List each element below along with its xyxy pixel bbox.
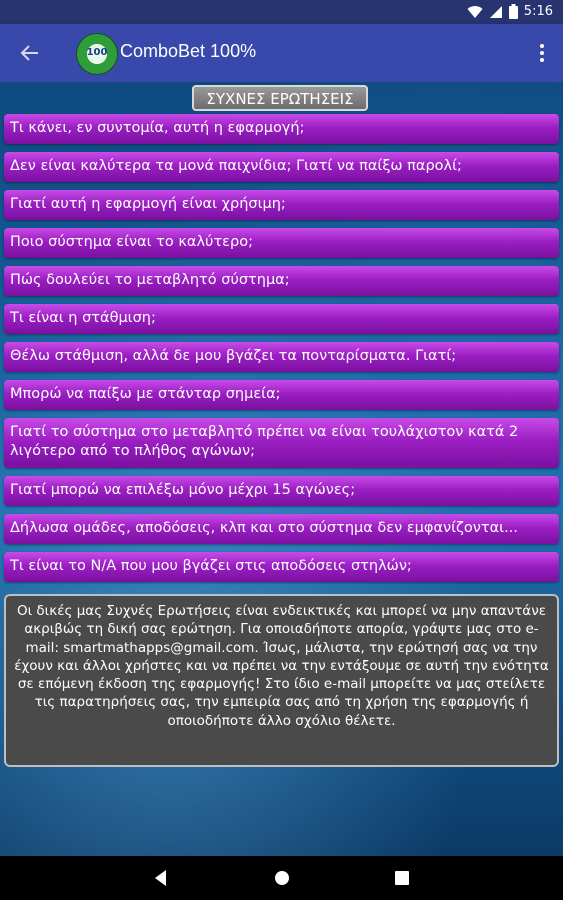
page-title: ΣΥΧΝΕΣ ΕΡΩΤΗΣΕΙΣ bbox=[192, 85, 368, 111]
faq-item-11[interactable]: Δήλωσα ομάδες, αποδόσεις, κλπ και στο σύστημα δεν εμφανίζονται... bbox=[4, 514, 559, 544]
faq-item-12[interactable]: Τι είναι το N/A που μου βγάζει στις αποδόσεις στηλών; bbox=[4, 552, 559, 582]
faq-item-2[interactable]: Δεν είναι καλύτερα τα μονά παιχνίδια; Γιατί να παίξω παρολί; bbox=[4, 152, 559, 182]
faq-item-7[interactable]: Θέλω στάθμιση, αλλά δε μου βγάζει τα πονταρίσματα. Γιατί; bbox=[4, 342, 559, 372]
app-bar bbox=[0, 24, 563, 82]
nav-home-button[interactable] bbox=[272, 868, 292, 888]
faq-screen bbox=[0, 82, 563, 856]
info-note: Οι δικές μας Συχνές Ερωτήσεις είναι ενδεικτικές και μπορεί να μην απαντάνε ακριβώς τη δική σας ερώτηση. Για οποιαδήποτε απορία, γράψτε μας στο e-mail: smartmathapps@gmail.com. Ίσως, μάλιστα, την ερώτησή σας να την έχουν και άλλοι χρήστες και να πρέπει να την εντάξουμε σε αυτή την ενότητα σε επόμενη έκδοση της εφαρμογής! Στο ίδιο e-mail μπορείτε να μας στείλετε τις παρατηρήσεις σας, την εμπειρία σας από τη χρήση της εφαρμογής ή οποιοδήποτε άλλο σχόλιο θέλετε. bbox=[4, 594, 559, 767]
arrow-left-icon bbox=[19, 44, 39, 62]
wifi-icon bbox=[467, 5, 483, 19]
nav-back-button[interactable] bbox=[151, 868, 171, 888]
app-logo bbox=[76, 33, 118, 75]
signal-icon bbox=[489, 5, 503, 19]
faq-item-5[interactable]: Πώς δουλεύει το μεταβλητό σύστημα; bbox=[4, 266, 559, 296]
faq-item-6[interactable]: Τι είναι η στάθμιση; bbox=[4, 304, 559, 334]
back-button[interactable] bbox=[14, 39, 44, 67]
nav-recents-button[interactable] bbox=[392, 868, 412, 888]
app-logo-text: 100 bbox=[86, 47, 108, 58]
faq-item-4[interactable]: Ποιο σύστημα είναι το καλύτερο; bbox=[4, 228, 559, 258]
status-icons bbox=[467, 4, 553, 19]
system-nav-bar bbox=[0, 856, 563, 900]
status-bar bbox=[0, 0, 563, 24]
faq-item-1[interactable]: Τι κάνει, εν συντομία, αυτή η εφαρμογή; bbox=[4, 114, 559, 144]
overflow-menu-button[interactable] bbox=[539, 44, 545, 64]
faq-item-10[interactable]: Γιατί μπορώ να επιλέξω μόνο μέχρι 15 αγώνες; bbox=[4, 476, 559, 506]
recents-icon bbox=[392, 868, 412, 888]
battery-icon bbox=[509, 4, 518, 19]
app-title: ComboBet 100% bbox=[120, 41, 257, 61]
faq-item-8[interactable]: Μπορώ να παίξω με στάνταρ σημεία; bbox=[4, 380, 559, 410]
home-icon bbox=[272, 868, 292, 888]
faq-item-9[interactable]: Γιατί το σύστημα στο μεταβλητό πρέπει να είναι τουλάχιστον κατά 2 λιγότερο από το πλήθος αγώνων; bbox=[4, 418, 559, 468]
more-vert-icon bbox=[540, 44, 544, 48]
back-icon bbox=[151, 868, 171, 888]
status-time: 5:16 bbox=[523, 4, 553, 19]
faq-item-3[interactable]: Γιατί αυτή η εφαρμογή είναι χρήσιμη; bbox=[4, 190, 559, 220]
